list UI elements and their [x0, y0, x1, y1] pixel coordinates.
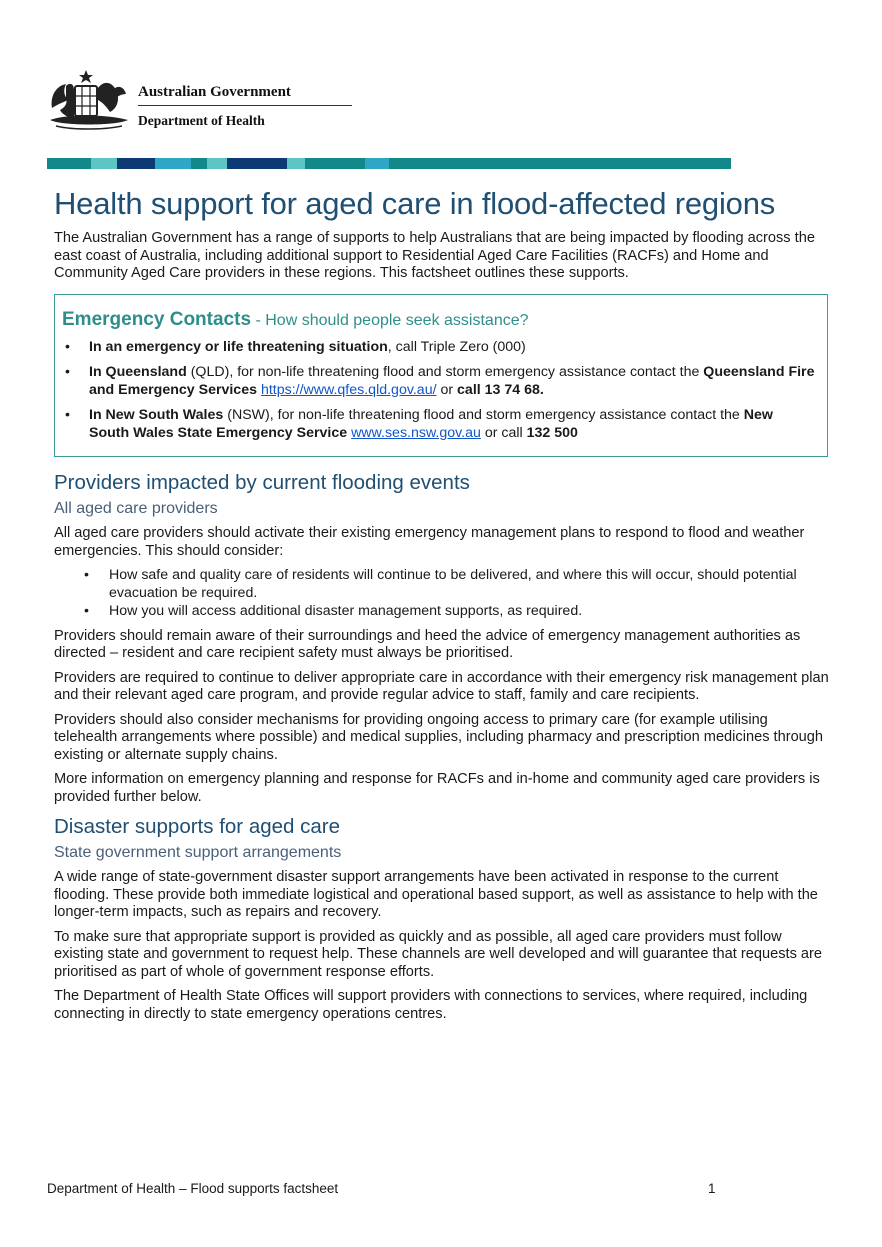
main-content — [54, 186, 834, 1030]
emergency-item-text: (QLD), for non-life threatening flood and storm emergency assistance contact the — [186, 364, 704, 380]
government-logo — [46, 68, 316, 134]
emergency-list — [62, 339, 817, 443]
paragraph: The Department of Health State Offices will support providers with connections to services, where required, including connecting in directly to state emergency operations centres. — [54, 988, 808, 1022]
emergency-contacts-box — [54, 294, 828, 458]
department-name: Department of Health — [138, 113, 265, 128]
paragraph: Providers should remain aware of their surroundings and heed the advice of emergency management authorities as directed – resident and care recipient safety must always be prioritised. — [54, 627, 801, 661]
list-item: • How safe and quality care of residents will continue to be delivered, and where this will occur, should potential evacuation be required. — [54, 567, 834, 602]
emergency-item-triple-zero — [62, 339, 817, 357]
emergency-item-text: , call Triple Zero (000) — [387, 338, 526, 355]
paragraph: To make sure that appropriate support is provided as quickly and as possible, all aged care providers must follow existing state and government to request help. These channels are well developed and will guarantee that requests are prioritised as part of whole of government response efforts. — [54, 928, 823, 980]
paragraph: A wide range of state-government disaster support arrangements have been activated in response to the current flooding. These provide both immediate logistical and operational based support, as well as assistance to help with the longer-term impacts, such as repairs and recovery. — [54, 869, 818, 920]
paragraph: More information on emergency planning and response for RACFs and in-home and community aged care providers is provided further below. — [54, 771, 820, 805]
emergency-item-nsw — [62, 407, 817, 442]
ses-link[interactable]: www.ses.nsw.gov.au — [351, 424, 481, 441]
intro-paragraph: The Australian Government has a range of supports to help Australians that are being impacted by flooding across the east coast of Australia, including additional support to Residential Aged Care Facilities (RACFs) and Home and Community Aged Care providers in these regions. This factsheet outlines these supports. — [54, 230, 815, 281]
emergency-item-bold: In New South Wales — [89, 407, 224, 423]
coat-of-arms-icon — [46, 68, 132, 134]
paragraph: All aged care providers should activate their existing emergency management plans to respond to flood and weather emergencies. This should consider: — [54, 525, 805, 559]
section-heading-disaster-supports: Disaster supports for aged care — [54, 815, 340, 838]
header-stripe — [47, 158, 731, 169]
qfes-link[interactable]: https://www.qfes.qld.gov.au/ — [260, 381, 437, 398]
government-name: Australian Government — [138, 84, 291, 100]
emergency-call-number: 132 500 — [526, 424, 578, 441]
emergency-item-text: (NSW), for non-life threatening flood and storm emergency assistance contact the — [223, 407, 744, 423]
page-title: Health support for aged care in flood-affected regions — [54, 186, 776, 221]
emergency-contacts-title — [62, 309, 817, 331]
emergency-call-number: call 13 74 68. — [457, 381, 544, 398]
consider-list — [54, 567, 834, 621]
emergency-item-bold: In an emergency or life threatening situation — [89, 338, 388, 355]
paragraph: Providers should also consider mechanisms for providing ongoing access to primary care (for example utilising telehealth arrangements where possible) and medical supplies, including pharmacy and prescription medicines through existing or alternate supply chains. — [54, 711, 824, 763]
emergency-contacts-heading: Emergency Contacts — [62, 308, 252, 330]
subheading-state-support: State government support arrangements — [54, 844, 342, 861]
page-number: 1 — [708, 1181, 716, 1196]
emergency-contacts-subtitle: - How should people seek assistance? — [251, 311, 529, 329]
emergency-item-qld — [62, 364, 817, 399]
footer-title: Department of Health – Flood supports factsheet — [47, 1181, 339, 1196]
subheading-all-providers: All aged care providers — [54, 500, 218, 517]
emergency-item-bold: In Queensland — [89, 364, 187, 380]
list-item: • How you will access additional disaster management supports, as required. — [54, 603, 834, 621]
header-rule — [138, 105, 352, 106]
paragraph: Providers are required to continue to deliver appropriate care in accordance with their emergency risk management plan and their relevant aged care program, and provide regular advice to staff, family and care recipients. — [54, 669, 829, 703]
emergency-or-text: or call — [480, 424, 527, 441]
emergency-service-name: New South Wales State Emergency Service — [89, 407, 773, 441]
emergency-or-text: or — [436, 381, 458, 398]
emergency-service-name: Queensland Fire and Emergency Services — [89, 364, 815, 398]
section-heading-providers: Providers impacted by current flooding events — [54, 471, 470, 494]
